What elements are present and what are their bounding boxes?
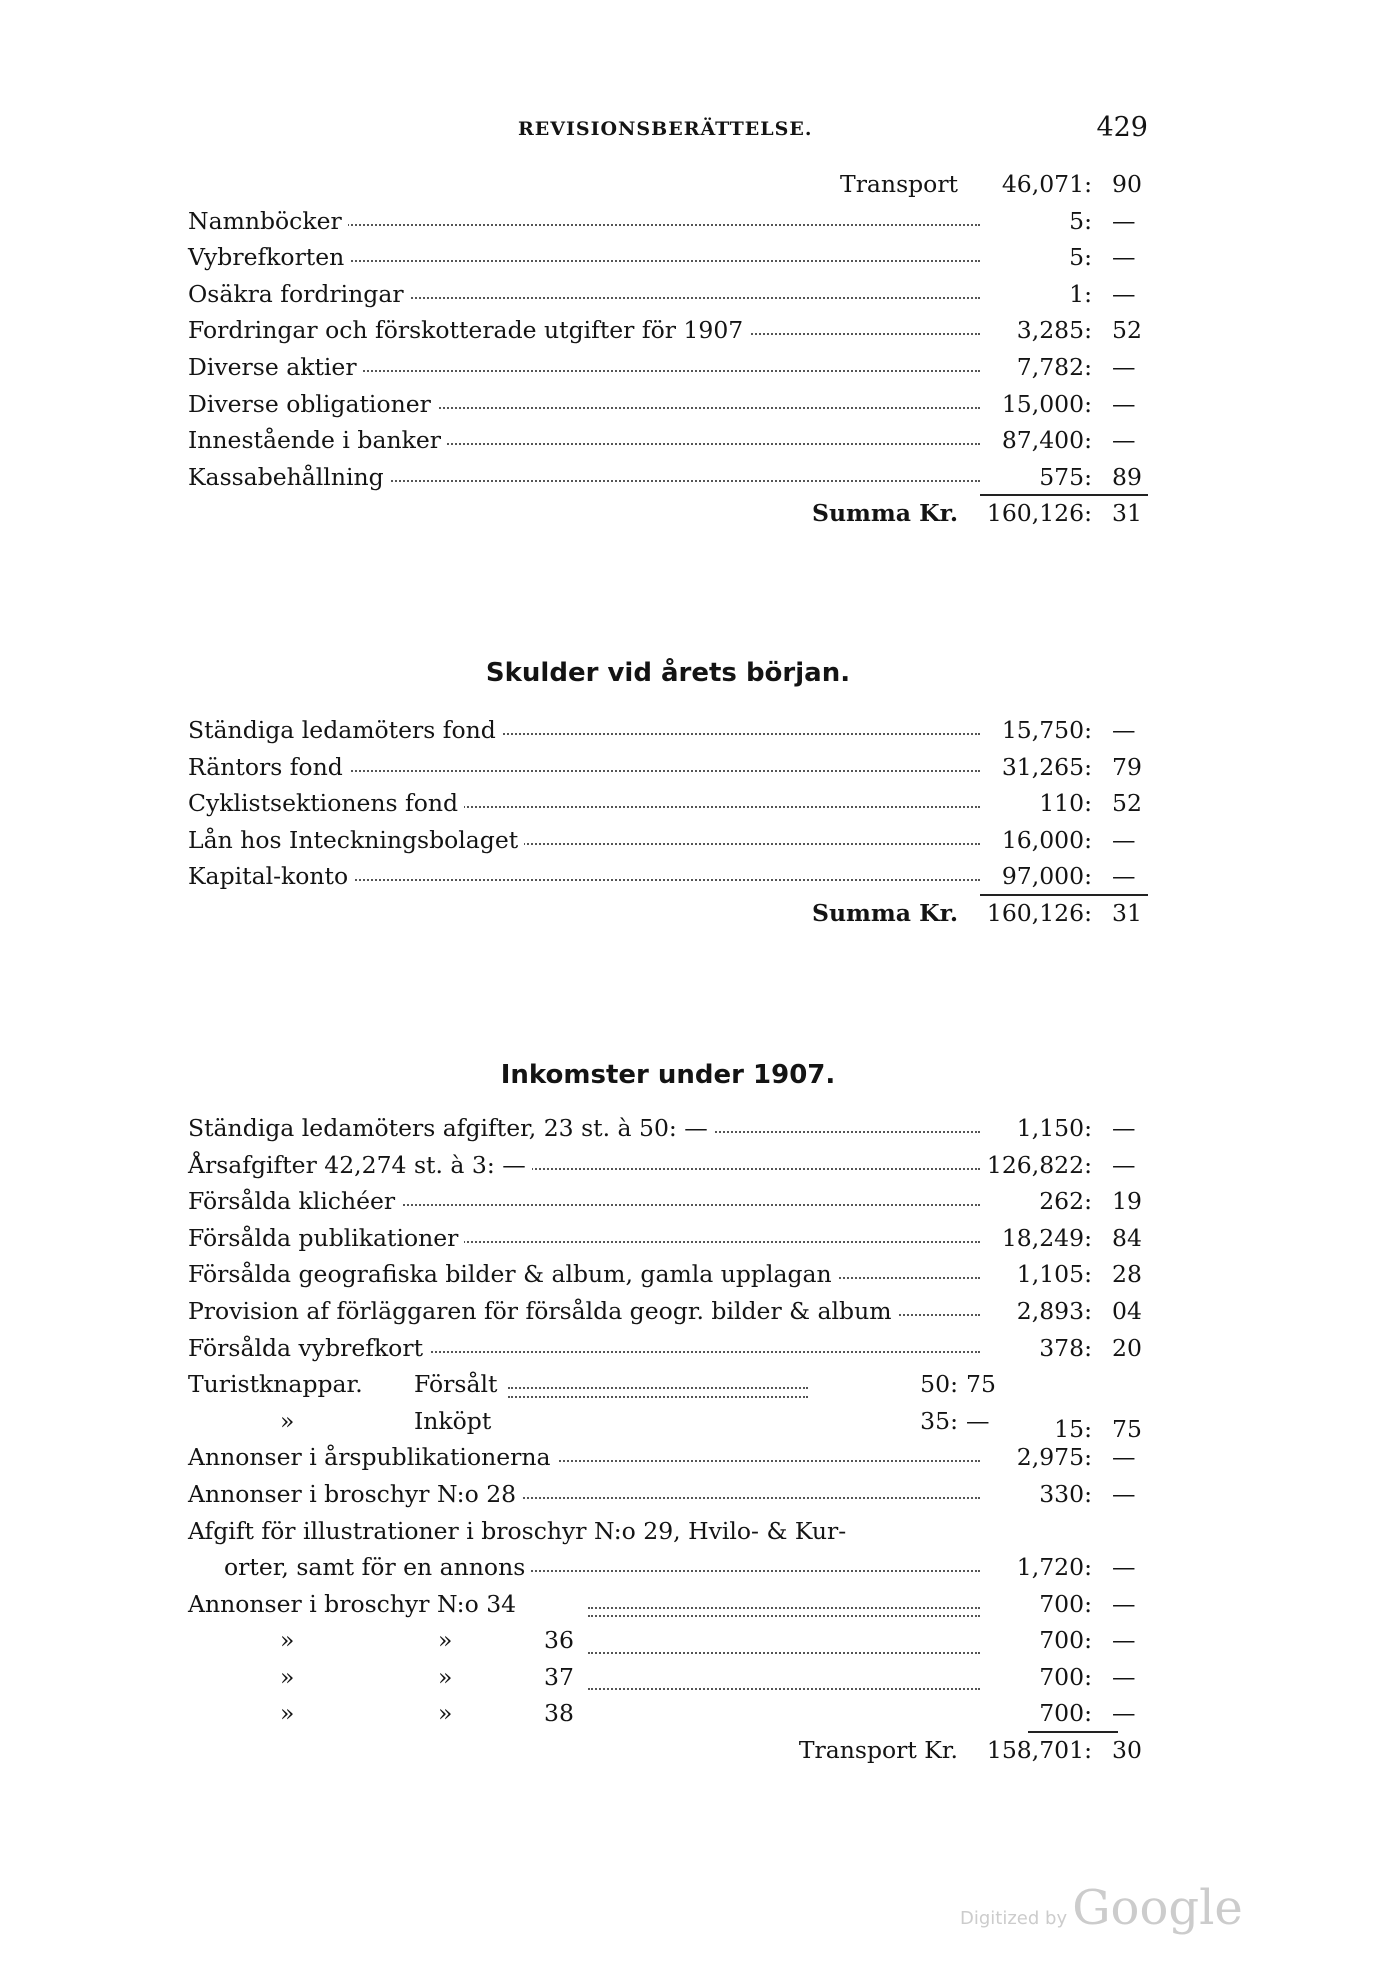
amount-kr: 158,701: xyxy=(986,1735,1092,1764)
ditto-mark: » xyxy=(280,1626,300,1654)
amount-kr: 15,000: xyxy=(1001,389,1092,418)
amount-kr: 330: xyxy=(1039,1479,1092,1508)
broschyr-ditto-row xyxy=(188,1695,1148,1732)
amount-kr: 16,000: xyxy=(1001,825,1092,854)
broschyr-number: 36 xyxy=(544,1626,580,1654)
leader-dots xyxy=(508,1387,808,1389)
amount-ore: 31 xyxy=(1112,898,1142,927)
amount-ore: — xyxy=(1112,1114,1136,1142)
turist-label: Turistknappar. xyxy=(188,1370,369,1398)
amount-ore: — xyxy=(1112,426,1136,455)
amount-ore: 19 xyxy=(1112,1187,1142,1216)
ledger-row xyxy=(188,1476,1148,1513)
amount-kr: 31,265: xyxy=(1001,752,1092,781)
amount-kr: 700: xyxy=(1039,1699,1092,1728)
row-label: Kassabehållning xyxy=(188,463,390,491)
amount-kr: 700: xyxy=(1039,1626,1092,1655)
ledger-row xyxy=(188,1147,1148,1184)
running-title: REVISIONSBERÄTTELSE. xyxy=(518,118,813,140)
row-label: Ständiga ledamöters fond xyxy=(188,716,502,744)
amount-ore: 89 xyxy=(1112,462,1142,491)
amount-ore: — xyxy=(1112,825,1136,854)
amount-ore: — xyxy=(1112,206,1136,235)
amount-kr: 378: xyxy=(1039,1333,1092,1362)
amount-ore: — xyxy=(1112,716,1136,744)
ledger-row xyxy=(188,1439,1148,1476)
amount-kr: 46,071: xyxy=(1001,170,1092,198)
amount-ore: — xyxy=(1112,1699,1136,1728)
row-label: Namnböcker xyxy=(188,207,348,235)
leader-dots xyxy=(588,1688,980,1690)
amount-ore: — xyxy=(1112,862,1136,891)
amount-ore: 04 xyxy=(1112,1296,1142,1325)
ledger-row xyxy=(188,386,1148,423)
amount-ore: — xyxy=(1112,1479,1136,1508)
ledger-row xyxy=(188,858,1148,895)
ledger-row xyxy=(188,749,1148,786)
amount-ore: — xyxy=(1112,352,1136,381)
ledger-row xyxy=(188,312,1148,349)
leader-dots xyxy=(588,1652,980,1654)
amount-kr: 1,720: xyxy=(1016,1552,1092,1581)
amount-kr: 160,126: xyxy=(986,898,1092,927)
sum-rule xyxy=(980,494,1148,496)
amount-ore: — xyxy=(1112,1626,1136,1655)
amount-ore: 30 xyxy=(1112,1735,1142,1764)
amount-kr: 262: xyxy=(1039,1187,1092,1216)
summa-label: Summa Kr. xyxy=(811,499,958,528)
ledger-row xyxy=(188,422,1148,459)
page-number: 429 xyxy=(1096,112,1148,143)
amount-ore: — xyxy=(1112,1150,1136,1179)
ledger-row xyxy=(188,1330,1148,1367)
amount-ore: — xyxy=(1112,243,1136,272)
transport-label: Transport xyxy=(840,170,958,198)
ditto-mark: » xyxy=(280,1699,300,1727)
amount-ore: 28 xyxy=(1112,1260,1142,1289)
amount-ore: 90 xyxy=(1112,170,1142,198)
ledger-row xyxy=(188,1293,1148,1330)
amount-kr: 97,000: xyxy=(1001,862,1092,891)
assets-table xyxy=(188,166,1148,532)
row-label: Ständiga ledamöters afgifter, 23 st. à 50: — xyxy=(188,1114,714,1142)
row-label: Försålda publikationer xyxy=(188,1224,464,1252)
row-label: Annonser i broschyr N:o 34 xyxy=(188,1590,522,1618)
amount-kr: 700: xyxy=(1039,1662,1092,1691)
broschyr-number: 37 xyxy=(544,1663,580,1691)
amount-kr: 110: xyxy=(1039,789,1092,818)
amount-kr: 575: xyxy=(1039,462,1092,491)
sub-amount-ore: 75 xyxy=(966,1370,996,1399)
ditto-mark: » xyxy=(438,1699,458,1727)
amount-kr: 700: xyxy=(1039,1589,1092,1618)
sub-amount-kr: 50: xyxy=(920,1370,958,1399)
row-label: Annonser i broschyr N:o 28 xyxy=(188,1480,522,1508)
amount-ore: 84 xyxy=(1112,1223,1142,1252)
row-label: Diverse obligationer xyxy=(188,390,437,418)
ledger-row xyxy=(188,1256,1148,1293)
ledger-row xyxy=(188,1220,1148,1257)
row-label: Årsafgifter 42,274 st. à 3: — xyxy=(188,1151,532,1179)
liabilities-table xyxy=(188,712,1148,932)
amount-kr: 15: xyxy=(1054,1414,1092,1443)
ledger-row xyxy=(188,276,1148,313)
row-label: Vybrefkorten xyxy=(188,243,350,271)
ledger-row xyxy=(188,822,1148,859)
turist-sold-label: Försålt xyxy=(414,1370,503,1398)
amount-ore: 52 xyxy=(1112,789,1142,818)
ditto-mark: » xyxy=(438,1663,458,1691)
row-label: Annonser i årspublikationerna xyxy=(188,1443,557,1471)
row-label: Osäkra fordringar xyxy=(188,280,410,308)
sub-amount-ore: — xyxy=(966,1406,990,1435)
amount-ore: — xyxy=(1112,1552,1136,1581)
amount-kr: 1,105: xyxy=(1016,1260,1092,1289)
ledger-row xyxy=(188,203,1148,240)
row-label: Försålda klichéer xyxy=(188,1187,401,1215)
sum-rule xyxy=(980,894,1148,896)
ditto-mark: » xyxy=(280,1407,300,1435)
row-label: Fordringar och förskotterade utgifter för 1907 xyxy=(188,316,749,344)
transport-label: Transport Kr. xyxy=(798,1735,958,1764)
google-watermark xyxy=(960,1880,1243,1936)
amount-ore: — xyxy=(1112,1589,1136,1618)
row-label: Försålda vybrefkort xyxy=(188,1334,429,1362)
amount-ore: 31 xyxy=(1112,499,1142,528)
income-table xyxy=(188,1110,1148,1769)
amount-ore: 79 xyxy=(1112,752,1142,781)
amount-ore: — xyxy=(1112,389,1136,418)
amount-kr: 7,782: xyxy=(1016,352,1092,381)
amount-kr: 1,150: xyxy=(1016,1114,1092,1142)
broschyr-rows xyxy=(188,1586,1148,1732)
row-label: Diverse aktier xyxy=(188,353,363,381)
section-heading-inkomster: Inkomster under 1907. xyxy=(500,1060,836,1090)
ditto-mark: » xyxy=(280,1663,300,1691)
row-label: Cyklistsektionens fond xyxy=(188,789,464,817)
transport-row xyxy=(188,166,1148,203)
ditto-mark: » xyxy=(438,1626,458,1654)
summa-label: Summa Kr. xyxy=(811,898,958,927)
amount-ore: — xyxy=(1112,279,1136,308)
leader-dots xyxy=(588,1615,980,1617)
ledger-row xyxy=(188,239,1148,276)
row-label: Provision af förläggaren för försålda geogr. bilder & album xyxy=(188,1297,898,1325)
leader-dots xyxy=(588,1607,980,1609)
amount-kr: 87,400: xyxy=(1001,426,1092,455)
afgift-line2: orter, samt för en annons xyxy=(224,1553,531,1581)
row-label: Räntors fond xyxy=(188,753,349,781)
amount-kr: 5: xyxy=(1069,243,1092,272)
income-rows-ads xyxy=(188,1439,1148,1512)
amount-kr: 5: xyxy=(1069,206,1092,235)
income-rows xyxy=(188,1110,1148,1366)
broschyr-number: 38 xyxy=(544,1699,580,1727)
ledger-row xyxy=(188,349,1148,386)
google-logo: Google xyxy=(1072,1880,1243,1936)
amount-kr: 2,893: xyxy=(1016,1296,1092,1325)
running-head xyxy=(188,112,1148,152)
leader-dots xyxy=(508,1396,808,1398)
amount-kr: 1: xyxy=(1069,279,1092,308)
ledger-row xyxy=(188,712,1148,749)
row-label: Innestående i banker xyxy=(188,426,447,454)
row-label: Kapital-konto xyxy=(188,862,354,890)
row-label: Försålda geografiska bilder & album, gamla upplagan xyxy=(188,1260,838,1288)
watermark-prefix: Digitized by xyxy=(960,1908,1068,1929)
summa-row xyxy=(188,495,1148,532)
amount-ore: 75 xyxy=(1112,1414,1142,1443)
amount-kr: 3,285: xyxy=(1016,316,1092,345)
amount-kr: 160,126: xyxy=(986,499,1092,528)
sub-amount-kr: 35: xyxy=(920,1406,958,1435)
section-heading-skulder: Skulder vid årets början. xyxy=(485,658,851,688)
amount-kr: 2,975: xyxy=(1016,1443,1092,1472)
ledger-row xyxy=(188,459,1148,496)
afgift-line1: Afgift för illustrationer i broschyr N:o 29, Hvilo- & Kur- xyxy=(188,1516,847,1545)
transport-total-row xyxy=(188,1732,1148,1769)
afgift-row xyxy=(188,1513,1148,1586)
ledger-row xyxy=(188,785,1148,822)
amount-ore: — xyxy=(1112,1443,1136,1472)
liabilities-rows xyxy=(188,712,1148,895)
row-label: Lån hos Inteckningsbolaget xyxy=(188,826,524,854)
amount-kr: 18,249: xyxy=(1001,1223,1092,1252)
amount-ore: 20 xyxy=(1112,1333,1142,1362)
assets-rows xyxy=(188,203,1148,496)
amount-ore: 52 xyxy=(1112,316,1142,345)
amount-kr: 15,750: xyxy=(1001,716,1092,744)
amount-ore: — xyxy=(1112,1662,1136,1691)
summa-row xyxy=(188,895,1148,932)
amount-kr: 126,822: xyxy=(986,1150,1092,1179)
ledger-row xyxy=(188,1183,1148,1220)
turist-bought-row xyxy=(188,1403,1148,1443)
turist-bought-label: Inköpt xyxy=(414,1407,497,1435)
sum-rule xyxy=(1028,1731,1118,1733)
ledger-row xyxy=(188,1110,1148,1147)
